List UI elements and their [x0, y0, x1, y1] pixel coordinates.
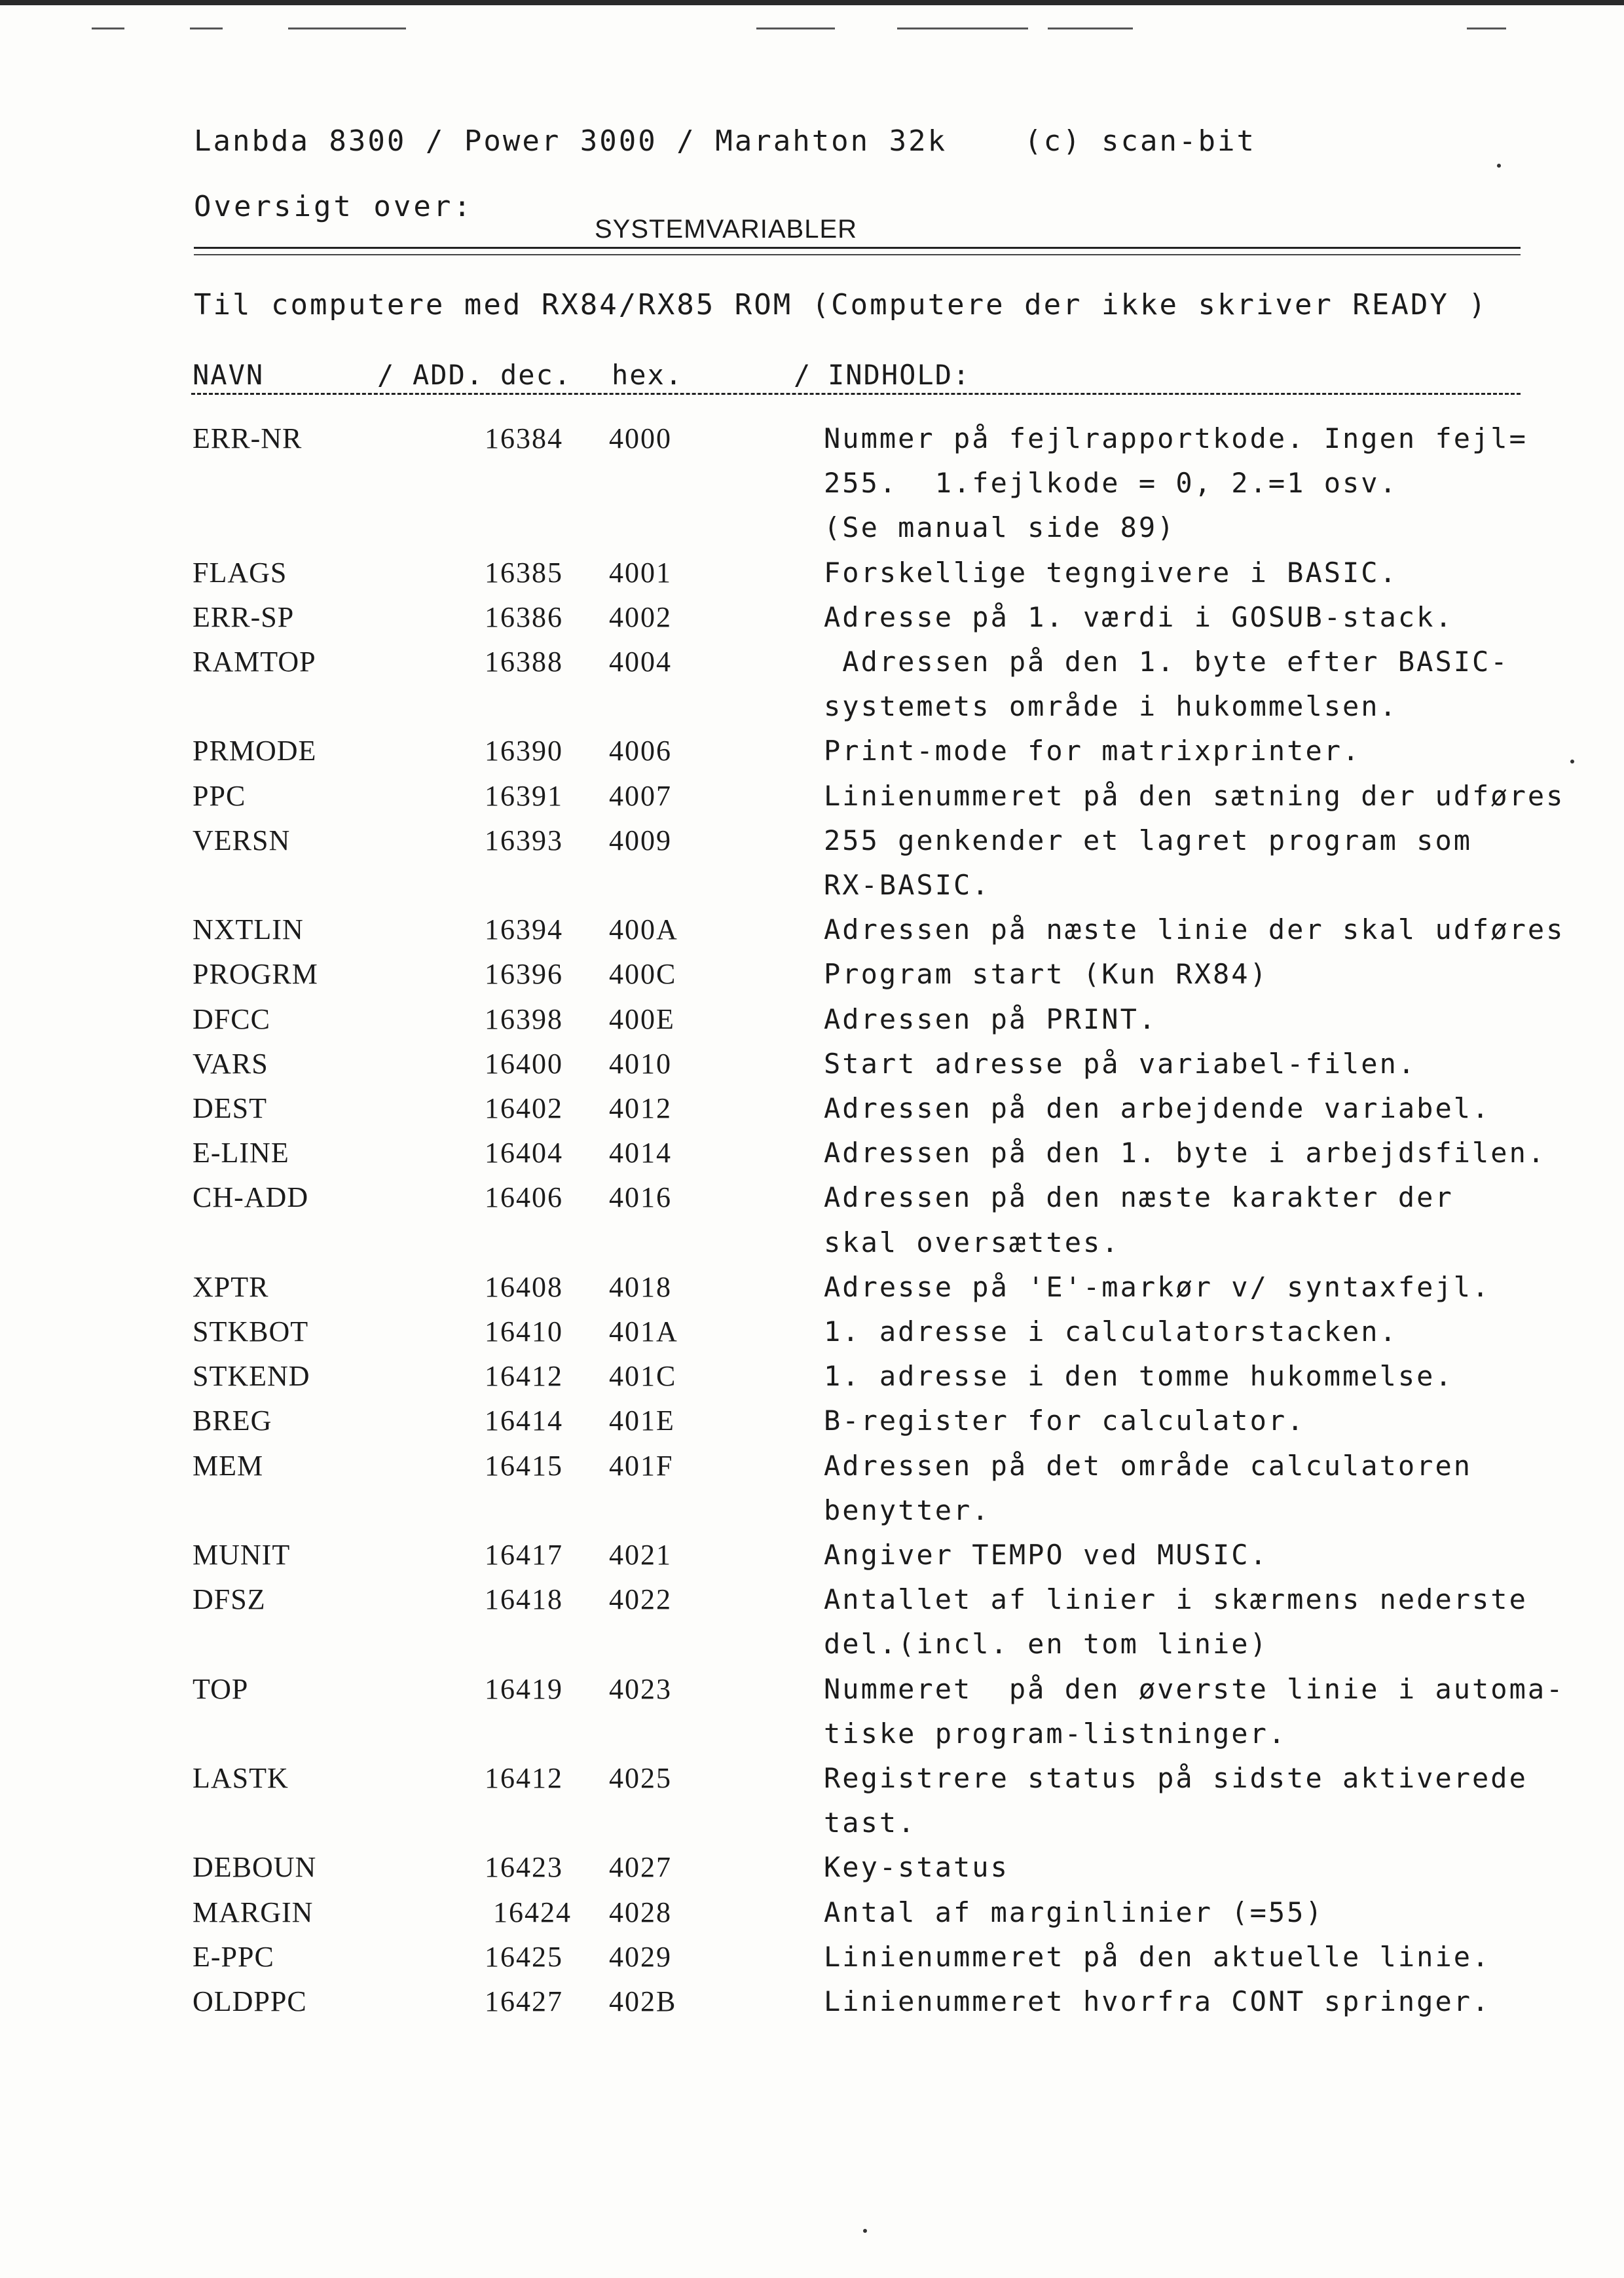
variable-name: VARS: [193, 1047, 268, 1080]
address-hex: 4027: [609, 1851, 672, 1884]
address-hex: 4006: [609, 735, 672, 767]
address-hex: 4023: [609, 1672, 672, 1705]
variable-name: ERR-SP: [193, 600, 295, 633]
variable-description: Adressen på den næste karakter der: [824, 1181, 1454, 1214]
document-header: Lanbda 8300 / Power 3000 / Marahton 32k (c) scan-bit: [194, 124, 1256, 158]
address-decimal: 16393: [485, 824, 563, 856]
variable-name: LASTK: [193, 1762, 289, 1794]
variable-name: MUNIT: [193, 1539, 291, 1571]
address-decimal: 16385: [485, 556, 563, 589]
variable-description: tast.: [824, 1807, 917, 1839]
address-hex: 4018: [609, 1270, 672, 1303]
variable-description: Forskellige tegngivere i BASIC.: [824, 556, 1398, 589]
variable-description: Adressen på næste linie der skal udføres: [824, 913, 1565, 946]
scan-mark: [1467, 28, 1506, 29]
address-decimal: 16414: [485, 1405, 563, 1437]
address-hex: 4012: [609, 1092, 672, 1124]
variable-name: PROGRM: [193, 958, 318, 991]
variable-description: Nummeret på den øverste linie i automa-: [824, 1672, 1565, 1705]
address-hex: 4000: [609, 422, 672, 454]
address-decimal: 16424: [485, 1896, 572, 1928]
address-hex: 4016: [609, 1181, 672, 1214]
column-header-rule: [191, 393, 1521, 395]
address-hex: 4014: [609, 1137, 672, 1169]
column-header-hex: hex.: [612, 359, 684, 391]
variable-name: ERR-NR: [193, 422, 303, 454]
address-decimal: 16419: [485, 1672, 563, 1705]
variable-description: Antallet af linier i skærmens nederste: [824, 1583, 1528, 1616]
variable-description: Linienummeret hvorfra CONT springer.: [824, 1985, 1491, 2017]
address-decimal: 16386: [485, 600, 563, 633]
scan-mark: [92, 28, 124, 29]
variable-name: E-PPC: [193, 1940, 274, 1973]
address-hex: 401C: [609, 1360, 677, 1393]
variable-description: del.(incl. en tom linie): [824, 1628, 1268, 1661]
variable-name: STKEND: [193, 1360, 310, 1393]
variable-name: PRMODE: [193, 735, 317, 767]
scan-mark: [756, 28, 835, 29]
variable-name: RAMTOP: [193, 646, 316, 678]
address-decimal: 16418: [485, 1583, 563, 1616]
address-hex: 4004: [609, 646, 672, 678]
column-header-add: ADD.: [413, 359, 485, 391]
variable-name: STKBOT: [193, 1315, 309, 1348]
address-decimal: 16408: [485, 1270, 563, 1303]
address-hex: 4001: [609, 556, 672, 589]
variable-description: RX-BASIC.: [824, 868, 991, 901]
intro-text: Til computere med RX84/RX85 ROM (Computere der ikke skriver READY ): [194, 288, 1488, 321]
variable-name: CH-ADD: [193, 1181, 309, 1214]
address-decimal: 16406: [485, 1181, 563, 1214]
column-header-content: INDHOLD:: [828, 359, 971, 391]
column-header-dec: dec.: [500, 359, 572, 391]
address-hex: 400C: [609, 958, 677, 991]
scan-speck: [1497, 164, 1501, 168]
variable-name: DFSZ: [193, 1583, 266, 1616]
variable-name: E-LINE: [193, 1137, 289, 1169]
address-decimal: 16402: [485, 1092, 563, 1124]
address-decimal: 16415: [485, 1449, 563, 1482]
variable-name: PPC: [193, 779, 246, 812]
variable-description: Adressen på den 1. byte i arbejdsfilen.: [824, 1137, 1547, 1169]
address-decimal: 16398: [485, 1002, 563, 1035]
variable-description: Adressen på det område calculatoren: [824, 1449, 1473, 1482]
address-hex: 401E: [609, 1405, 675, 1437]
variable-name: MEM: [193, 1449, 264, 1482]
scan-speck: [863, 2229, 867, 2233]
variable-description: tiske program-listninger.: [824, 1717, 1287, 1750]
address-decimal: 16388: [485, 646, 563, 678]
variable-description: Adressen på den 1. byte efter BASIC-: [824, 646, 1509, 678]
variable-description: 255 genkender et lagret program som: [824, 824, 1473, 856]
address-hex: 402B: [609, 1985, 677, 2017]
variable-description: systemets område i hukommelsen.: [824, 690, 1398, 723]
address-decimal: 16417: [485, 1539, 563, 1571]
address-decimal: 16412: [485, 1360, 563, 1393]
variable-name: DEST: [193, 1092, 267, 1124]
address-hex: 4021: [609, 1539, 672, 1571]
variable-description: Key-status: [824, 1851, 1009, 1884]
address-hex: 4009: [609, 824, 672, 856]
variable-description: Linienummeret på den sætning der udføres: [824, 779, 1565, 812]
scan-top-border: [0, 0, 1624, 5]
variable-name: VERSN: [193, 824, 291, 856]
address-decimal: 16423: [485, 1851, 563, 1884]
scan-mark: [288, 28, 406, 29]
column-header-separator: /: [377, 359, 396, 391]
column-header-separator: /: [794, 359, 812, 391]
address-hex: 4022: [609, 1583, 672, 1616]
variable-name: FLAGS: [193, 556, 287, 589]
variable-description: Registrere status på sidste aktiverede: [824, 1762, 1528, 1794]
address-hex: 4028: [609, 1896, 672, 1928]
address-decimal: 16396: [485, 958, 563, 991]
variable-description: Adresse på 1. værdi i GOSUB-stack.: [824, 600, 1454, 633]
address-decimal: 16384: [485, 422, 563, 454]
variable-description: (Se manual side 89): [824, 511, 1176, 544]
address-decimal: 16390: [485, 735, 563, 767]
variable-name: NXTLIN: [193, 913, 304, 946]
scan-mark: [1048, 28, 1133, 29]
variable-description: Linienummeret på den aktuelle linie.: [824, 1940, 1491, 1973]
title-underline-secondary: [194, 254, 1521, 255]
variable-description: Program start (Kun RX84): [824, 958, 1268, 991]
address-decimal: 16410: [485, 1315, 563, 1348]
variable-description: B-register for calculator.: [824, 1405, 1306, 1437]
address-hex: 4029: [609, 1940, 672, 1973]
variable-description: 255. 1.fejlkode = 0, 2.=1 osv.: [824, 467, 1398, 500]
variable-name: DFCC: [193, 1002, 270, 1035]
variable-description: benytter.: [824, 1494, 991, 1526]
address-decimal: 16391: [485, 779, 563, 812]
variable-description: Antal af marginlinier (=55): [824, 1896, 1324, 1928]
variable-description: Print-mode for matrixprinter.: [824, 735, 1361, 767]
variable-name: DEBOUN: [193, 1851, 317, 1884]
address-hex: 400A: [609, 913, 678, 946]
address-decimal: 16427: [485, 1985, 563, 2017]
variable-name: XPTR: [193, 1270, 269, 1303]
variable-description: Adresse på 'E'-markør v/ syntaxfejl.: [824, 1270, 1491, 1303]
variable-description: Adressen på den arbejdende variabel.: [824, 1092, 1491, 1124]
address-hex: 4025: [609, 1762, 672, 1794]
scan-mark: [190, 28, 223, 29]
variable-name: OLDPPC: [193, 1985, 307, 2017]
address-decimal: 16400: [485, 1047, 563, 1080]
variable-description: Nummer på fejlrapportkode. Ingen fejl=: [824, 422, 1528, 454]
overview-label: Oversigt over:: [194, 190, 473, 223]
address-hex: 401A: [609, 1315, 678, 1348]
variable-description: Angiver TEMPO ved MUSIC.: [824, 1539, 1268, 1571]
scan-speck: [1570, 760, 1574, 763]
variable-name: BREG: [193, 1405, 272, 1437]
variable-name: TOP: [193, 1672, 249, 1705]
address-decimal: 16412: [485, 1762, 563, 1794]
variable-description: Adressen på PRINT.: [824, 1002, 1158, 1035]
address-hex: 4007: [609, 779, 672, 812]
address-hex: 401F: [609, 1449, 674, 1482]
column-header-name: NAVN: [193, 359, 265, 391]
scan-mark: [897, 28, 1028, 29]
address-hex: 4002: [609, 600, 672, 633]
address-decimal: 16425: [485, 1940, 563, 1973]
address-decimal: 16394: [485, 913, 563, 946]
variable-description: 1. adresse i calculatorstacken.: [824, 1315, 1398, 1348]
variable-name: MARGIN: [193, 1896, 314, 1928]
variable-description: skal oversættes.: [824, 1226, 1120, 1258]
address-decimal: 16404: [485, 1137, 563, 1169]
section-title: SYSTEMVARIABLER: [595, 215, 858, 244]
address-hex: 4010: [609, 1047, 672, 1080]
column-headers: [191, 359, 1521, 398]
variable-description: Start adresse på variabel-filen.: [824, 1047, 1417, 1080]
address-hex: 400E: [609, 1002, 675, 1035]
variable-description: 1. adresse i den tomme hukommelse.: [824, 1360, 1454, 1393]
title-underline: [194, 247, 1521, 249]
